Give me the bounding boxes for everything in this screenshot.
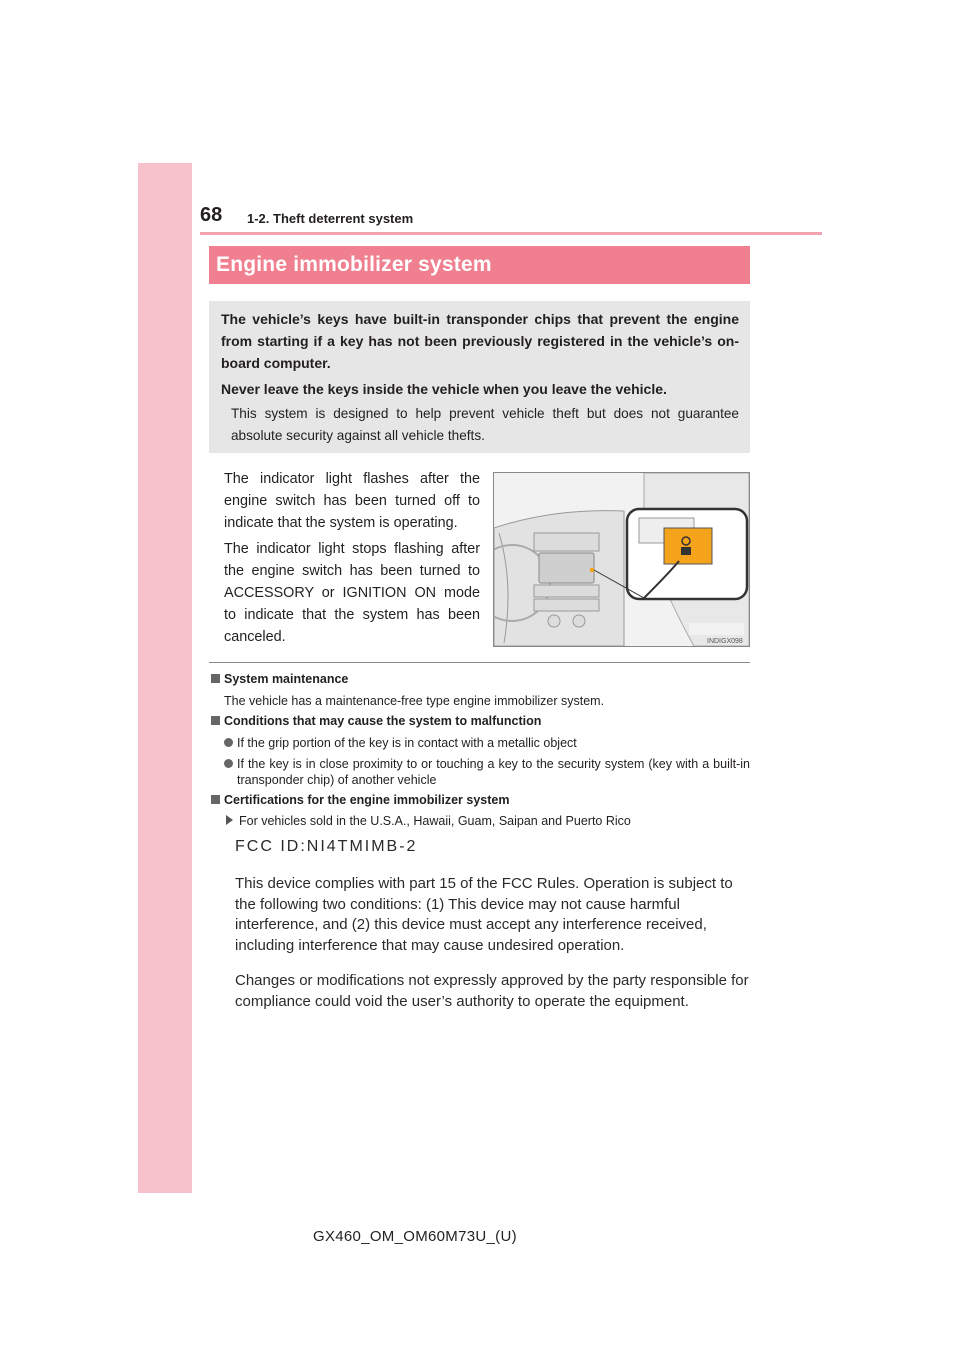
fcc-id: FCC ID:NI4TMIMB-2 xyxy=(235,838,418,855)
fcc-paragraph-1: This device complies with part 15 of the FCC Rules. Operation is subject to the following two conditions: (1) This device may not cause harmful interference, and (2) this device must accept any interference received, including interference that may cause undesired operation. xyxy=(235,875,733,954)
body-paragraph-1: The indicator light flashes after the engine switch has been turned off to indicate that the system is operating. xyxy=(224,471,480,531)
intro-box xyxy=(209,301,750,453)
section-title: 1-2. Theft deterrent system xyxy=(247,211,414,226)
fcc-statement xyxy=(235,838,755,1027)
round-bullet-icon xyxy=(224,738,233,747)
maintenance-text: The vehicle has a maintenance-free type engine immobilizer system. xyxy=(224,694,605,708)
certifications-heading xyxy=(211,793,509,807)
page-title: Engine immobilizer system xyxy=(216,253,492,276)
triangle-arrow-icon xyxy=(226,815,233,825)
certifications-item-text: For vehicles sold in the U.S.A., Hawaii, Guam, Saipan and Puerto Rico xyxy=(239,814,631,828)
figure-code: INDIGX098 xyxy=(707,638,743,645)
square-bullet-icon xyxy=(211,795,220,804)
chapter-sidebar xyxy=(138,163,192,1193)
certifications-heading-text: Certifications for the engine immobilizer system xyxy=(224,793,510,807)
malfunction-heading xyxy=(211,714,541,728)
malfunction-bullet-2-text: If the key is in close proximity to or touching a key to the security system (key with a built-in transponder chip) of another vehicle xyxy=(237,757,750,787)
document-code: GX460_OM_OM60M73U_(U) xyxy=(313,1228,517,1245)
intro-warning: Never leave the keys inside the vehicle when you leave the vehicle. xyxy=(221,381,667,397)
header-rule xyxy=(200,232,822,235)
page-number: 68 xyxy=(200,204,223,226)
certifications-item xyxy=(226,814,631,828)
malfunction-bullet-1-text: If the grip portion of the key is in contact with a metallic object xyxy=(237,736,577,750)
round-bullet-icon xyxy=(224,759,233,768)
malfunction-bullet-2 xyxy=(224,756,750,788)
section-divider xyxy=(209,662,750,663)
intro-paragraph: The vehicle’s keys have built-in transponder chips that prevent the engine from starting if a key has not been previously registered in the vehicle’s on-board computer. xyxy=(221,311,739,371)
square-bullet-icon xyxy=(211,674,220,683)
maintenance-heading-text: System maintenance xyxy=(224,672,349,686)
malfunction-heading-text: Conditions that may cause the system to malfunction xyxy=(224,714,542,728)
fcc-paragraph-2: Changes or modifications not expressly approved by the party responsible for compliance could void the user’s authority to operate the equipment. xyxy=(235,972,749,1010)
title-bar xyxy=(209,246,750,284)
malfunction-bullet-1 xyxy=(224,735,750,751)
dashboard-illustration xyxy=(493,472,750,647)
square-bullet-icon xyxy=(211,716,220,725)
intro-note: This system is designed to help prevent vehicle theft but does not guarantee absolute security against all vehicle thefts. xyxy=(231,406,739,443)
maintenance-heading xyxy=(211,672,348,686)
body-paragraph-2: The indicator light stops flashing after the engine switch has been turned to ACCESSORY or IGNITION ON mode to indicate that the system has been canceled. xyxy=(224,541,480,645)
dashboard-drawing xyxy=(494,473,749,646)
